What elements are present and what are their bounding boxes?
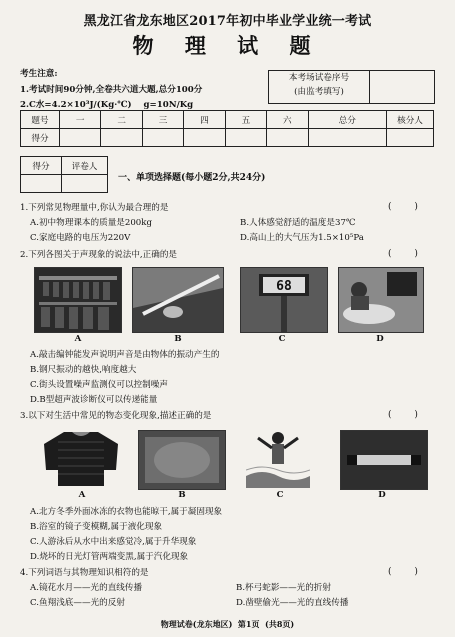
score-cell[interactable]: [60, 129, 101, 147]
q2-option-d: D.B型超声波诊断仪可以传递能量: [30, 395, 158, 405]
question-1-answer-paren[interactable]: ( ): [388, 202, 418, 212]
score-header-cell: 三: [142, 111, 183, 129]
notice-item-2: 2.C水=4.2×10³J/(Kg·℃) g=10N/Kg: [20, 100, 194, 110]
score-header-cell: 二: [101, 111, 142, 129]
q2-option-a: A.敲击编钟能发声说明声音是由物体的振动产生的: [30, 350, 220, 360]
q4-option-b: B.杯弓蛇影——光的折射: [236, 583, 331, 593]
seat-box-line1: 本考场试卷序号: [288, 73, 350, 83]
score-cell[interactable]: [267, 129, 308, 147]
q3-caption-b: B: [178, 490, 186, 500]
q2-image-a-bianzhong-bells: [34, 267, 122, 333]
q1-option-d: D.高山上的大气压为1.5×10⁵Pa: [240, 233, 364, 243]
score-cell[interactable]: [142, 129, 183, 147]
q4-option-a: A.镜花水月——光的直线传播: [30, 583, 143, 593]
grader-label: 评卷人: [62, 157, 108, 175]
q2-option-c: C.街头设置噪声监测仪可以控制噪声: [30, 380, 168, 390]
q3-image-b-foggy-mirror: [138, 430, 226, 490]
q4-option-c: C.鱼翔浅底——光的反射: [30, 598, 125, 608]
exam-title: 黑龙江省龙东地区2017年初中毕业学业统一考试: [83, 14, 372, 29]
q4-option-d: D.凿壁偷光——光的直线传播: [236, 598, 349, 608]
score-header-cell: 核分人: [387, 111, 434, 129]
question-4-stem: 4.下列词语与其物理知识相符的是: [20, 568, 149, 578]
grader-name-cell[interactable]: [62, 175, 108, 193]
question-3-stem: 3.以下对生活中常见的物态变化现象,描述正确的是: [20, 411, 212, 421]
score-table-header-row: [21, 111, 434, 129]
q2-caption-a: A: [74, 334, 82, 344]
q2-caption-d: D: [376, 334, 384, 344]
q1-option-a: A.初中物理课本的质量是200kg: [30, 218, 152, 228]
q3-image-c-swimmer: [246, 430, 310, 488]
score-header-cell: 六: [267, 111, 308, 129]
score-header-cell: 四: [184, 111, 225, 129]
score-cell[interactable]: [387, 129, 434, 147]
grader-score-label: 得分: [21, 157, 62, 175]
q3-image-a-sweater: [42, 430, 120, 488]
seat-number-blank[interactable]: [368, 70, 435, 104]
notice-item-1: 1.考试时间90分钟,全卷共六道大题,总分100分: [20, 85, 203, 95]
q3-image-d-fluorescent-tube: [340, 430, 428, 490]
q2-image-c-noise-monitor: [240, 267, 328, 333]
score-header-cell: 一: [60, 111, 101, 129]
q2-option-b: B.钢尺振动的越快,响度越大: [30, 365, 137, 375]
q2-caption-c: C: [278, 334, 286, 344]
score-cell[interactable]: [225, 129, 266, 147]
q3-option-a: A.北方冬季外面冰冻的衣物也能晾干,属于凝固现象: [30, 507, 223, 517]
grader-box: [20, 156, 108, 193]
subject-title: 物 理 试 题: [132, 33, 323, 58]
q2-caption-b: B: [174, 334, 182, 344]
seat-number-box: [268, 70, 370, 104]
score-cell[interactable]: [184, 129, 225, 147]
q1-option-b: B.人体感觉舒适的温度是37℃: [240, 218, 356, 228]
score-header-cell: 五: [225, 111, 266, 129]
question-2-stem: 2.下列各图关于声现象的说法中,正确的是: [20, 250, 178, 260]
q3-caption-c: C: [276, 490, 284, 500]
q3-option-d: D.烧坏的日光灯管两端变黑,属于汽化现象: [30, 552, 189, 562]
score-table-score-row: [21, 129, 434, 147]
noise-meter-reading: 68: [276, 279, 292, 294]
q3-caption-a: A: [78, 490, 86, 500]
section-heading: 一、单项选择题(每小题2分,共24分): [118, 173, 266, 183]
score-row-label: 得分: [21, 129, 60, 147]
question-4-answer-paren[interactable]: ( ): [388, 567, 418, 577]
question-1-stem: 1.下列常见物理量中,你认为最合理的是: [20, 203, 169, 213]
q3-option-b: B.浴室的镜子变模糊,属于液化现象: [30, 522, 163, 532]
q3-option-c: C.人游泳后从水中出来感觉冷,属于升华现象: [30, 537, 197, 547]
seat-box-line2: (由监考填写): [294, 87, 344, 97]
q2-image-b-ruler-on-desk: [132, 267, 224, 333]
q2-image-d-ultrasound-exam: [338, 267, 424, 333]
grader-score-cell[interactable]: [21, 175, 62, 193]
score-table: [20, 110, 434, 147]
q3-caption-d: D: [378, 490, 386, 500]
score-cell[interactable]: [308, 129, 386, 147]
notice-heading: 考生注意:: [20, 69, 58, 79]
score-header-cell: 总分: [308, 111, 386, 129]
question-2-answer-paren[interactable]: ( ): [388, 249, 418, 259]
question-3-answer-paren[interactable]: ( ): [388, 410, 418, 420]
score-cell[interactable]: [101, 129, 142, 147]
page-footer: 物理试卷(龙东地区) 第1页 (共8页): [160, 619, 295, 629]
score-header-cell: 题号: [21, 111, 60, 129]
q1-option-c: C.家庭电路的电压为220V: [30, 233, 131, 243]
